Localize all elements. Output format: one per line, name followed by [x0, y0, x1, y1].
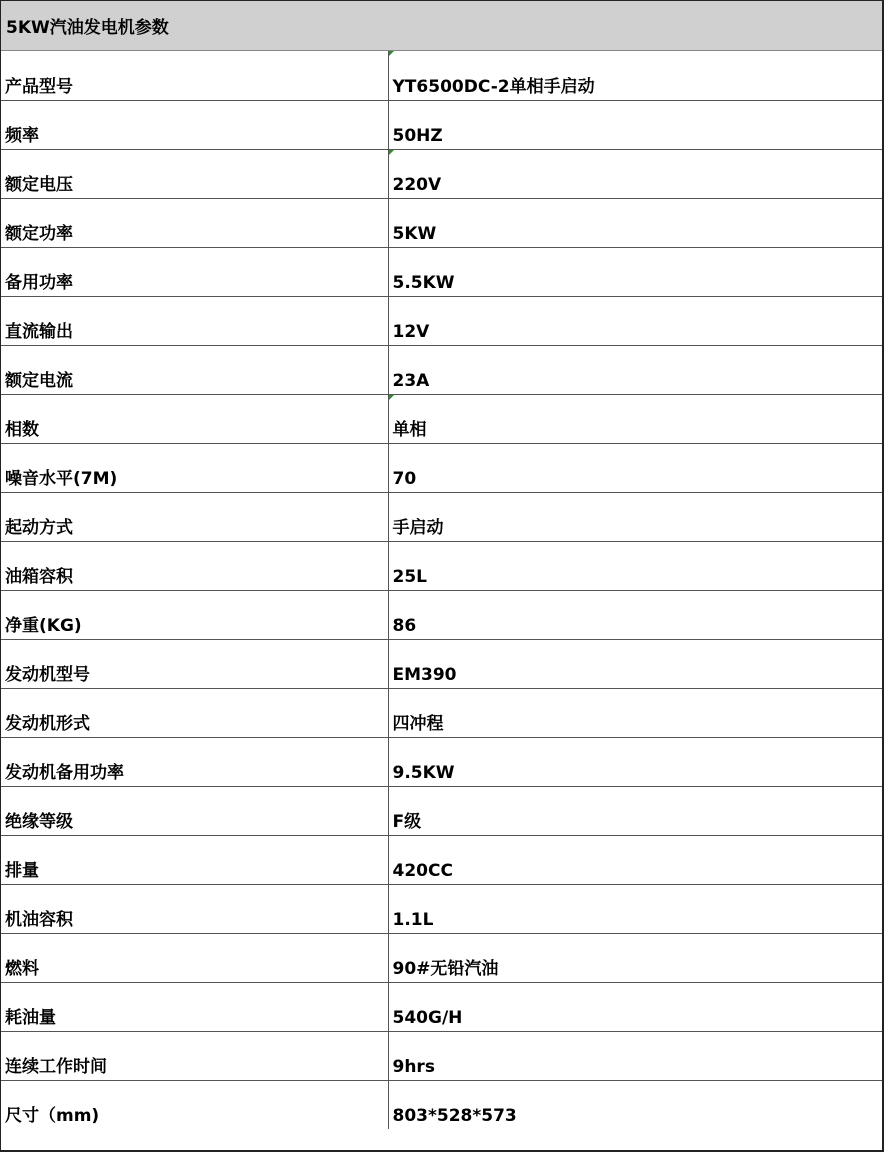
spec-label-cell: 发动机备用功率 — [1, 737, 388, 786]
spec-label-cell: 备用功率 — [1, 247, 388, 296]
table-row — [1, 198, 882, 247]
spec-value-cell — [388, 786, 882, 835]
spec-value-text: EM390 — [392, 664, 457, 685]
spec-value-cell — [388, 884, 882, 933]
spec-value-text: 5.5KW — [392, 272, 455, 293]
spec-value-cell — [388, 100, 882, 149]
spec-value-text: 540G/H — [392, 1007, 463, 1028]
table-row — [1, 639, 882, 688]
spec-label-cell: 起动方式 — [1, 492, 388, 541]
table-row — [1, 51, 882, 100]
spec-value-cell — [388, 492, 882, 541]
spec-label-cell: 机油容积 — [1, 884, 388, 933]
table-row — [1, 786, 882, 835]
spec-value-text: 803*528*573 — [392, 1106, 517, 1126]
table-row — [1, 149, 882, 198]
spec-label-cell: 额定电压 — [1, 149, 388, 198]
spec-value-cell — [388, 590, 882, 639]
table-row — [1, 443, 882, 492]
spec-label-cell: 油箱容积 — [1, 541, 388, 590]
spec-value-text: 50HZ — [392, 125, 443, 146]
spec-value-cell — [388, 835, 882, 884]
spec-value-text: 25L — [392, 566, 427, 587]
spec-value-text: 70 — [392, 468, 417, 489]
spec-label-cell: 尺寸（mm) — [1, 1080, 388, 1129]
spec-value-cell — [388, 1080, 882, 1129]
table-row — [1, 884, 882, 933]
spec-label-cell: 排量 — [1, 835, 388, 884]
spec-value-text: 12V — [392, 321, 430, 342]
spec-table — [1, 51, 882, 1129]
spec-value-text: 23A — [392, 370, 430, 391]
cell-comment-marker — [389, 51, 394, 56]
spec-label-cell: 额定电流 — [1, 345, 388, 394]
spec-value-cell — [388, 198, 882, 247]
cell-comment-marker — [389, 150, 394, 155]
spec-value-text: 单相 — [392, 419, 427, 440]
table-row — [1, 688, 882, 737]
spec-label-cell: 相数 — [1, 394, 388, 443]
spec-value-cell — [388, 345, 882, 394]
spec-value-cell — [388, 933, 882, 982]
spec-value-cell — [388, 982, 882, 1031]
spec-value-text: F级 — [392, 811, 422, 832]
table-row — [1, 737, 882, 786]
spec-value-cell — [388, 737, 882, 786]
table-row — [1, 933, 882, 982]
spec-value-text: 5KW — [392, 223, 437, 244]
spec-value-text: 90#无铅汽油 — [392, 958, 499, 979]
spec-value-cell — [388, 443, 882, 492]
spec-label-cell: 噪音水平(7M) — [1, 443, 388, 492]
spec-value-text: 9hrs — [392, 1056, 435, 1077]
spec-value-text: 220V — [392, 174, 442, 195]
spec-value-cell — [388, 688, 882, 737]
spec-value-cell — [388, 1031, 882, 1080]
spec-label-cell: 绝缘等级 — [1, 786, 388, 835]
spec-value-text: 420CC — [392, 860, 453, 881]
table-row — [1, 100, 882, 149]
table-row — [1, 835, 882, 884]
spec-value-text: YT6500DC-2单相手启动 — [392, 76, 595, 97]
spec-value-text: 9.5KW — [392, 762, 455, 783]
spec-label-cell: 发动机型号 — [1, 639, 388, 688]
spec-value-text: 86 — [392, 615, 417, 636]
spec-value-cell — [388, 541, 882, 590]
spec-value-text: 1.1L — [392, 909, 434, 930]
spec-value-cell — [388, 51, 882, 100]
spec-value-cell — [388, 639, 882, 688]
table-row — [1, 1080, 882, 1129]
table-row — [1, 982, 882, 1031]
spec-label-cell: 连续工作时间 — [1, 1031, 388, 1080]
spec-value-text: 四冲程 — [392, 713, 444, 734]
spec-value-text: 手启动 — [392, 517, 444, 538]
cell-comment-marker — [389, 395, 394, 400]
sheet-title: 5KW汽油发电机参数 — [1, 1, 882, 51]
spec-value-cell — [388, 296, 882, 345]
spec-label-cell: 产品型号 — [1, 51, 388, 100]
spec-value-cell — [388, 149, 882, 198]
spec-label-cell: 频率 — [1, 100, 388, 149]
spec-value-cell — [388, 394, 882, 443]
spec-value-cell — [388, 247, 882, 296]
table-row — [1, 247, 882, 296]
spec-label-cell: 发动机形式 — [1, 688, 388, 737]
table-row — [1, 590, 882, 639]
spec-label-cell: 燃料 — [1, 933, 388, 982]
spec-label-cell: 耗油量 — [1, 982, 388, 1031]
spec-label-cell: 直流输出 — [1, 296, 388, 345]
table-row — [1, 345, 882, 394]
table-row — [1, 492, 882, 541]
table-row — [1, 394, 882, 443]
spec-label-cell: 额定功率 — [1, 198, 388, 247]
table-row — [1, 296, 882, 345]
spec-label-cell: 净重(KG) — [1, 590, 388, 639]
spec-table-body — [1, 51, 882, 1129]
table-row — [1, 541, 882, 590]
table-row — [1, 1031, 882, 1080]
